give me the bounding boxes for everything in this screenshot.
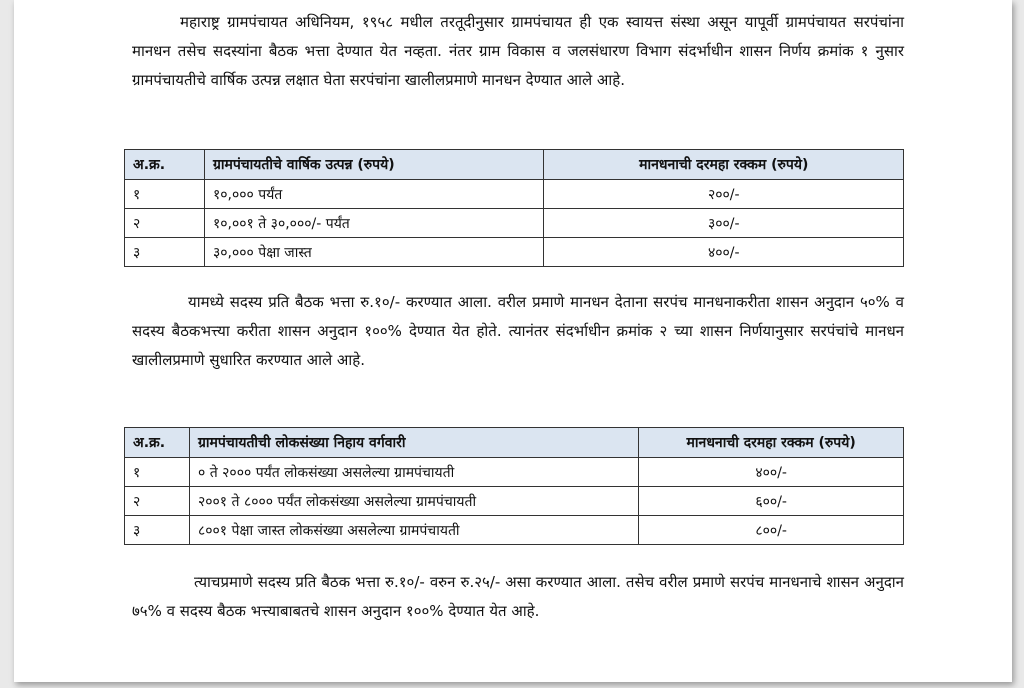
table-row [125, 516, 904, 545]
cell-population: ० ते २००० पर्यंत लोकसंख्या असलेल्या ग्रामपंचायती [189, 458, 638, 487]
document-page [14, 0, 1012, 682]
cell-income: ३०,००० पेक्षा जास्त [204, 238, 544, 267]
cell-amount: ३००/- [544, 209, 904, 238]
table-header-row [125, 428, 904, 458]
cell-population: ८००१ पेक्षा जास्त लोकसंख्या असलेल्या ग्रामपंचायती [189, 516, 638, 545]
cell-amount: ६००/- [639, 487, 904, 516]
table-row [125, 238, 904, 267]
table-row [125, 209, 904, 238]
cell-income: १०,००० पर्यंत [204, 180, 544, 209]
column-header-serial: अ.क्र. [125, 150, 205, 180]
cell-serial: ३ [125, 238, 205, 267]
cell-amount: २००/- [544, 180, 904, 209]
table-row [125, 487, 904, 516]
cell-serial: ३ [125, 516, 190, 545]
cell-serial: २ [125, 487, 190, 516]
cell-amount: ४००/- [639, 458, 904, 487]
cell-income: १०,००१ ते ३०,०००/- पर्यंत [204, 209, 544, 238]
table-header-row [125, 150, 904, 180]
table-row [125, 458, 904, 487]
cell-amount: ८००/- [639, 516, 904, 545]
column-header-serial: अ.क्र. [125, 428, 190, 458]
paragraph-revision: यामध्ये सदस्य प्रति बैठक भत्ता रु.१०/- करण्यात आला. वरील प्रमाणे मानधन देताना सरपंच मानधनाकरीता शासन अनुदान ५०% व सदस्य बैठकभत्त्या करीता शासन अनुदान १००% देण्यात येत होते. त्यानंतर संदर्भाधीन क्रमांक २ च्या शासन निर्णयानुसार सरपंचांचे मानधन खालीलप्रमाणे सुधारित करण्यात आले आहे. [132, 293, 904, 369]
column-header-annual-income: ग्रामपंचायतीचे वार्षिक उत्पन्न (रुपये) [204, 150, 544, 180]
column-header-population-category: ग्रामपंचायतीची लोकसंख्या निहाय वर्गवारी [189, 428, 638, 458]
cell-serial: २ [125, 209, 205, 238]
cell-population: २००१ ते ८००० पर्यंत लोकसंख्या असलेल्या ग्रामपंचायती [189, 487, 638, 516]
paragraph-conclusion: त्याचप्रमाणे सदस्य प्रति बैठक भत्ता रु.१०/- वरुन रु.२५/- असा करण्यात आला. तसेच वरील प्रमाणे सरपंच मानधनाचे शासन अनुदान ७५% व सदस्य बैठक भत्त्याबाबतचे शासन अनुदान १००% देण्यात येत आहे. [132, 573, 904, 620]
honorarium-by-population-table [124, 427, 904, 545]
honorarium-by-income-table [124, 149, 904, 267]
table-row [125, 180, 904, 209]
paragraph-intro: महाराष्ट्र ग्रामपंचायत अधिनियम, १९५८ मधील तरतूदीनुसार ग्रामपंचायत ही एक स्वायत्त संस्था असून यापूर्वी ग्रामपंचायत सरपंचांना मानधन तसेच सदस्यांना बैठक भत्ता देण्यात येत नव्हता. नंतर ग्राम विकास व जलसंधारण विभाग संदर्भाधीन शासन निर्णय क्रमांक १ नुसार ग्रामपंचायतीचे वार्षिक उत्पन्न लक्षात घेता सरपंचांना खालीलप्रमाणे मानधन देण्यात आले आहे. [132, 13, 904, 89]
column-header-monthly-honorarium: मानधनाची दरमहा रक्कम (रुपये) [544, 150, 904, 180]
column-header-monthly-honorarium: मानधनाची दरमहा रक्कम (रुपये) [639, 428, 904, 458]
cell-serial: १ [125, 180, 205, 209]
cell-serial: १ [125, 458, 190, 487]
cell-amount: ४००/- [544, 238, 904, 267]
